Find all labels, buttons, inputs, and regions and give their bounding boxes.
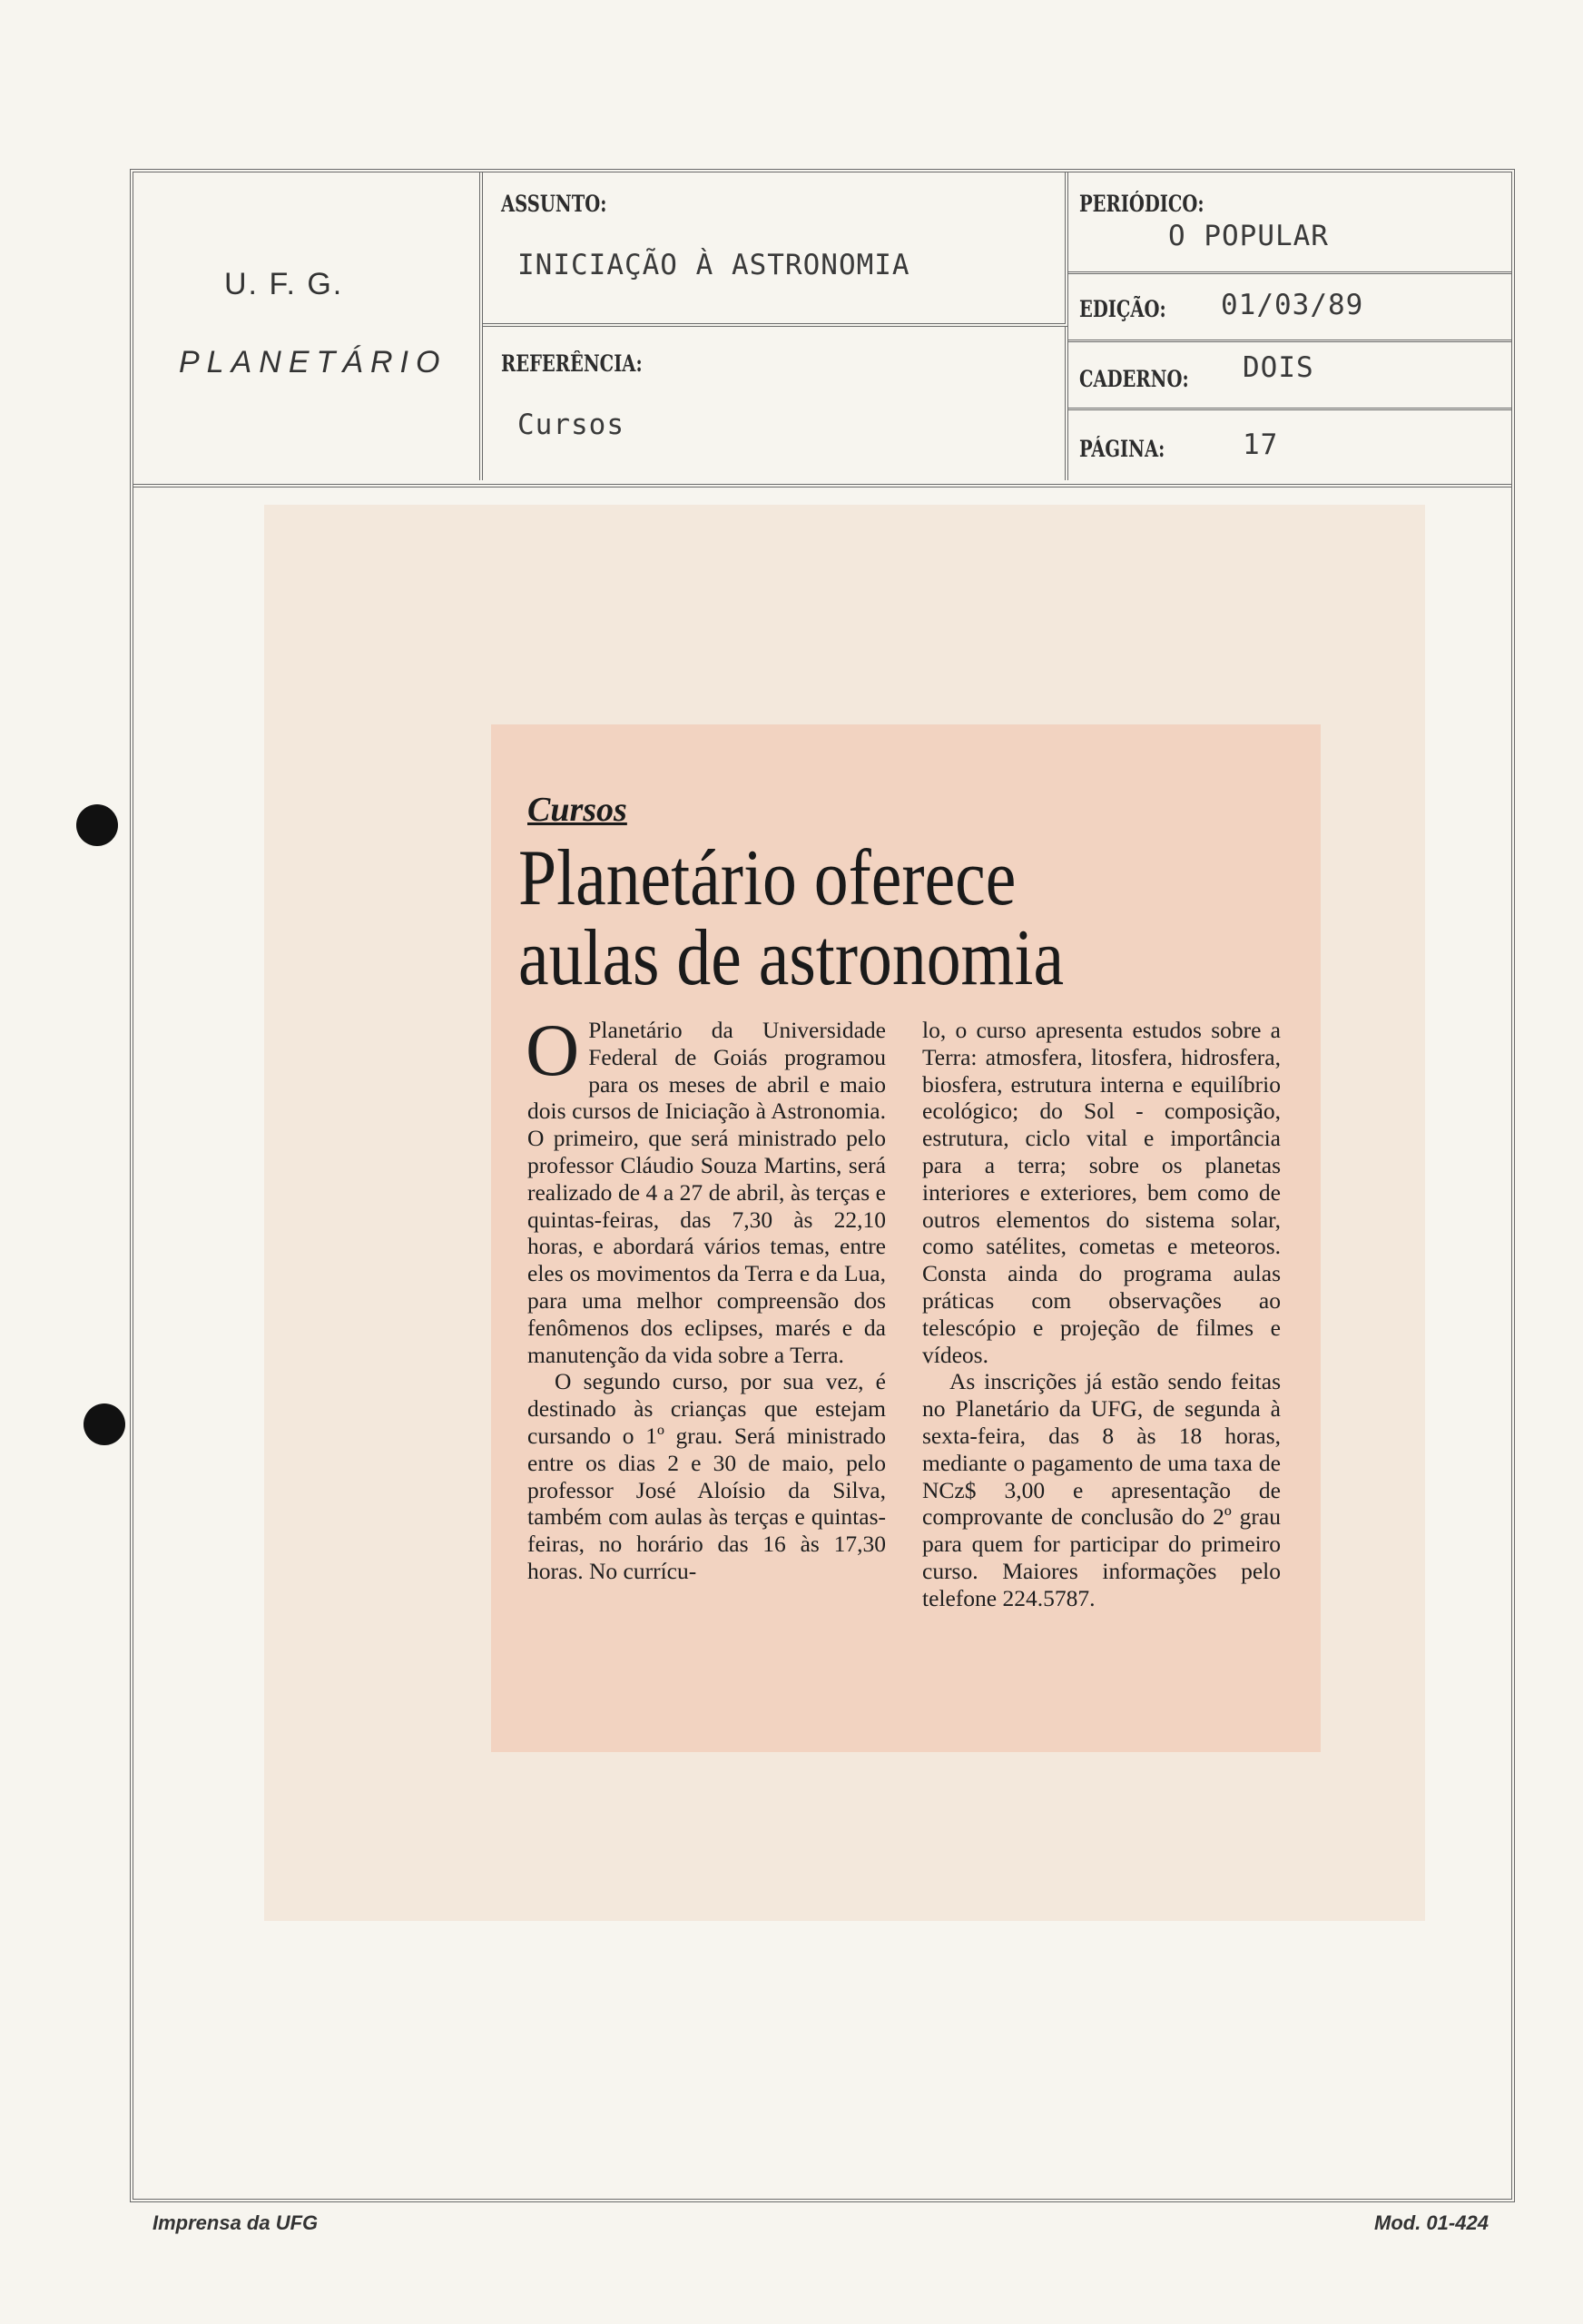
department-name: PLANETÁRIO [179, 345, 447, 379]
article-paragraph [526, 1009, 886, 1368]
edicao-label: EDIÇÃO: [1079, 296, 1166, 322]
pagina-cell [1068, 410, 1511, 480]
periodico-value: O POPULAR [1168, 220, 1329, 252]
article-dropcap: O [526, 1009, 580, 1091]
periodico-cell [1068, 172, 1511, 274]
referencia-cell [483, 327, 1068, 480]
article-paragraph: As inscrições já estão sendo feitas no Planetário da UFG, de segunda à sexta-feira, das 8 às 18 horas, mediante o pagamento de uma taxa de NCz$ 3,00 e apresentação de comprovante de conclusão do 2º grau para quem for participar do primeiro curso. Maiores informações pelo telefone 224.5787. [922, 1368, 1281, 1611]
periodico-label: PERIÓDICO: [1079, 191, 1204, 217]
punch-hole-top [76, 804, 118, 846]
assunto-label: ASSUNTO: [501, 191, 607, 217]
footer-form-code: Mod. 01-424 [1374, 2211, 1489, 2234]
caderno-label: CADERNO: [1079, 366, 1189, 392]
assunto-cell [483, 172, 1068, 327]
article-kicker: Cursos [527, 791, 627, 829]
article-column-right [922, 1017, 1281, 1612]
article-text: Planetário da Universidade Federal de Goiás programou para os meses de abril e maio dois cursos de Iniciação à Astronomia. O primeiro, que será ministrado pelo professor Cláudio Souza Martins, será realizado de 4 a 27 de abril, às terças e quintas-feiras, das 7,30 às 22,10 horas, e abordará vários temas, entre eles os movimentos da Terra e da Lua, para uma melhor compreensão dos fenômenos dos eclipses, marés e da manutenção da vida sobre a Terra. [527, 1017, 886, 1368]
referencia-label: REFERÊNCIA: [501, 350, 643, 377]
institution-cell [133, 172, 483, 480]
article-paragraph: O segundo curso, por sua vez, é destinado às crianças que estejam cursando o 1º grau. Será ministrado entre os dias 2 e 30 de maio, pelo professor José Aloísio da Silva, também com aulas às terças e quintas-feiras, no horário das 16 às 17,30 horas. No currícu- [527, 1368, 886, 1584]
article-headline: Planetário oferece aulas de astronomia [518, 834, 1065, 1002]
footer-publisher: Imprensa da UFG [152, 2211, 319, 2234]
article-paragraph: lo, o curso apresenta estudos sobre a Terra: atmosfera, litosfera, hidrosfera, biosfera, estrutura interna e equilíbrio ecológico; do Sol - composição, estrutura, ciclo vital e importância para a terra; sobre os planetas interiores e exteriores, bem como de outros elementos do sistema solar, como satélites, cometas e meteoros. Consta ainda do programa aulas práticas com observações ao telescópio e projeção de filmes e vídeos. [922, 1017, 1281, 1368]
form-header [133, 172, 1511, 487]
pagina-value: 17 [1243, 428, 1279, 461]
edicao-cell [1068, 274, 1511, 342]
assunto-value: INICIAÇÃO À ASTRONOMIA [517, 249, 910, 281]
institution-name: U. F. G. [224, 267, 344, 301]
edicao-value: 01/03/89 [1221, 289, 1364, 321]
pagina-label: PÁGINA: [1079, 436, 1165, 462]
caderno-value: DOIS [1243, 351, 1314, 384]
newspaper-clipping [491, 724, 1321, 1752]
punch-hole-bottom [84, 1403, 125, 1445]
referencia-value: Cursos [517, 409, 624, 441]
article-column-left [526, 1009, 886, 1585]
caderno-cell [1068, 342, 1511, 410]
